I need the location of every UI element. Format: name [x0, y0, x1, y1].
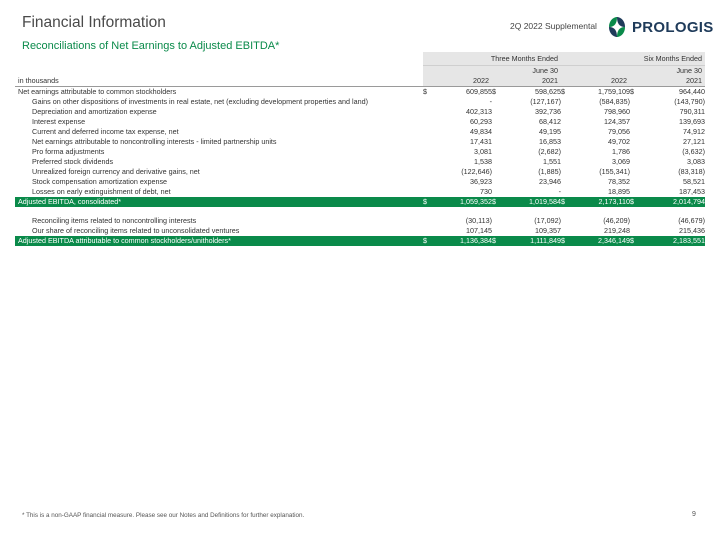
row-label: Interest expense	[32, 117, 86, 126]
value-cell: 187,453	[679, 187, 706, 196]
table-row	[15, 187, 705, 197]
dollar-sign: $	[630, 236, 644, 246]
value-cell: 68,412	[539, 117, 561, 126]
dollar-sign	[492, 216, 506, 226]
dollar-sign	[423, 177, 437, 187]
value-cell: 1,111,849	[506, 236, 561, 246]
header-row-periods	[15, 52, 705, 66]
value-cell: (127,167)	[530, 97, 561, 106]
dollar-sign	[492, 157, 506, 167]
value-cell: (30,113)	[465, 216, 492, 225]
dollar-sign	[630, 226, 644, 236]
page-subtitle: Reconciliations of Net Earnings to Adjusted EBITDA*	[22, 40, 280, 52]
value-cell: 1,059,352	[437, 197, 492, 207]
value-cell: 798,960	[604, 107, 630, 116]
row-label: Depreciation and amortization expense	[32, 107, 157, 116]
row-label: Current and deferred income tax expense, net	[32, 127, 179, 136]
value-cell: 18,895	[608, 187, 630, 196]
table-row	[15, 107, 705, 117]
value-cell: (2,682)	[538, 147, 561, 156]
row-label: Reconciling items related to noncontrolling interests	[32, 216, 197, 225]
value-cell: 2,014,794	[644, 197, 705, 207]
dollar-sign	[561, 157, 575, 167]
dollar-sign: $	[630, 197, 644, 207]
dollar-sign	[630, 157, 644, 167]
table-row	[15, 87, 705, 98]
page-number: 9	[692, 511, 696, 518]
value-cell: 49,834	[470, 127, 492, 136]
dollar-sign	[492, 97, 506, 107]
value-cell: 2,173,110	[575, 197, 630, 207]
dollar-sign	[561, 216, 575, 226]
value-cell: 109,357	[535, 226, 561, 235]
dollar-sign	[423, 107, 437, 117]
value-cell: 215,436	[679, 226, 706, 235]
dollar-sign	[561, 97, 575, 107]
dollar-sign	[561, 147, 575, 157]
dollar-sign: $	[492, 87, 496, 96]
supplemental-label: 2Q 2022 Supplemental	[510, 21, 597, 31]
value-cell: 598,625	[535, 87, 561, 96]
dollar-sign: $	[423, 87, 427, 96]
value-cell: (1,885)	[538, 167, 561, 176]
value-cell: 36,923	[470, 177, 492, 186]
dollar-sign: $	[423, 236, 437, 246]
value-cell: 78,352	[608, 177, 630, 186]
row-label: Gains on other dispositions of investments in real estate, net (excluding development properties and land)	[32, 97, 369, 106]
table-row	[15, 97, 705, 107]
adjusted-ebitda-consolidated-row	[15, 197, 705, 207]
prologis-logo	[606, 14, 714, 40]
logo-text: PROLOGIS	[632, 18, 714, 36]
value-cell: 1,019,584	[506, 197, 561, 207]
value-cell: (46,679)	[678, 216, 706, 225]
row-label: Unrealized foreign currency and derivative gains, net	[32, 167, 200, 176]
dollar-sign	[630, 107, 644, 117]
table-row	[15, 157, 705, 167]
value-cell: 2,346,149	[575, 236, 630, 246]
dollar-sign	[492, 226, 506, 236]
row-label: Net earnings attributable to noncontrolling interests - limited partnership units	[32, 137, 277, 146]
table-row	[15, 137, 705, 147]
value-cell: 58,521	[683, 177, 706, 186]
table-row	[15, 127, 705, 137]
header-row-years	[15, 76, 705, 87]
row-label: Adjusted EBITDA attributable to common stockholders/unitholders*	[15, 236, 423, 246]
dollar-sign	[423, 127, 437, 137]
value-cell: 790,311	[679, 107, 706, 116]
dollar-sign	[630, 127, 644, 137]
value-cell: 2,183,551	[644, 236, 705, 246]
value-cell: 219,248	[604, 226, 630, 235]
row-label: Adjusted EBITDA, consolidated*	[15, 197, 423, 207]
six-months-date: June 30	[561, 66, 705, 77]
table-row	[15, 216, 705, 226]
value-cell: (155,341)	[599, 167, 630, 176]
dollar-sign	[561, 117, 575, 127]
value-cell: 49,702	[608, 137, 630, 146]
value-cell: 1,786	[612, 147, 630, 156]
table-row	[15, 226, 705, 236]
dollar-sign	[423, 187, 437, 197]
dollar-sign	[630, 187, 644, 197]
value-cell: 3,069	[612, 157, 630, 166]
value-cell: -	[489, 97, 492, 106]
year-header: 2022	[561, 76, 630, 87]
dollar-sign: $	[561, 87, 565, 96]
value-cell: 1,759,109	[598, 87, 630, 96]
dollar-sign	[561, 137, 575, 147]
dollar-sign	[492, 107, 506, 117]
value-cell: 1,538	[474, 157, 492, 166]
dollar-sign	[561, 107, 575, 117]
dollar-sign	[492, 187, 506, 197]
value-cell: 139,693	[679, 117, 706, 126]
value-cell: 609,855	[466, 87, 492, 96]
units-label: in thousands	[15, 76, 423, 87]
dollar-sign: $	[492, 197, 506, 207]
value-cell: (143,790)	[674, 97, 706, 106]
row-label: Our share of reconciling items related to unconsolidated ventures	[32, 226, 240, 235]
three-months-header: Three Months Ended	[423, 52, 561, 66]
dollar-sign	[630, 147, 644, 157]
table-row	[15, 117, 705, 127]
value-cell: 3,083	[687, 157, 706, 166]
dollar-sign	[561, 167, 575, 177]
row-label: Pro forma adjustments	[32, 147, 105, 156]
dollar-sign	[423, 216, 437, 226]
row-label: Net earnings attributable to common stockholders	[18, 87, 177, 96]
value-cell: 392,736	[535, 107, 561, 116]
dollar-sign	[492, 177, 506, 187]
dollar-sign	[423, 147, 437, 157]
adjusted-ebitda-attributable-row	[15, 236, 705, 246]
table-row	[15, 177, 705, 187]
value-cell: 107,145	[466, 226, 492, 235]
year-header: 2021	[630, 76, 705, 87]
dollar-sign	[423, 226, 437, 236]
dollar-sign	[492, 137, 506, 147]
dollar-sign	[492, 127, 506, 137]
dollar-sign	[492, 117, 506, 127]
dollar-sign: $	[561, 236, 575, 246]
dollar-sign	[423, 157, 437, 167]
dollar-sign	[630, 137, 644, 147]
dollar-sign	[630, 216, 644, 226]
dollar-sign: $	[630, 87, 634, 96]
dollar-sign: $	[423, 197, 437, 207]
value-cell: 60,293	[470, 117, 492, 126]
prologis-leaf-icon	[606, 15, 628, 39]
dollar-sign	[630, 167, 644, 177]
six-months-header: Six Months Ended	[561, 52, 705, 66]
value-cell: (584,835)	[599, 97, 630, 106]
dollar-sign	[561, 177, 575, 187]
reconciliation-table	[15, 52, 705, 246]
value-cell: (122,646)	[461, 167, 492, 176]
year-header: 2022	[423, 76, 492, 87]
value-cell: 49,195	[539, 127, 561, 136]
dollar-sign	[630, 97, 644, 107]
value-cell: 27,121	[683, 137, 706, 146]
dollar-sign	[492, 167, 506, 177]
dollar-sign	[561, 127, 575, 137]
row-label: Stock compensation amortization expense	[32, 177, 168, 186]
dollar-sign	[423, 97, 437, 107]
dollar-sign: $	[561, 197, 575, 207]
dollar-sign	[423, 137, 437, 147]
value-cell: 3,081	[474, 147, 492, 156]
value-cell: (3,632)	[682, 147, 706, 156]
value-cell: 1,136,384	[437, 236, 492, 246]
value-cell: 16,853	[539, 137, 561, 146]
value-cell: 124,357	[604, 117, 630, 126]
dollar-sign	[423, 117, 437, 127]
table-row	[15, 147, 705, 157]
table-row	[15, 167, 705, 177]
value-cell: 730	[480, 187, 492, 196]
value-cell: 17,431	[470, 137, 492, 146]
value-cell: 74,912	[683, 127, 706, 136]
spacer-row	[15, 207, 705, 216]
value-cell: (83,318)	[678, 167, 706, 176]
dollar-sign	[423, 167, 437, 177]
dollar-sign	[630, 177, 644, 187]
row-label: Losses on early extinguishment of debt, net	[32, 187, 171, 196]
dollar-sign	[630, 117, 644, 127]
dollar-sign: $	[492, 236, 506, 246]
dollar-sign	[561, 226, 575, 236]
value-cell: (46,209)	[603, 216, 630, 225]
dollar-sign	[492, 147, 506, 157]
value-cell: -	[558, 187, 561, 196]
year-header: 2021	[492, 76, 561, 87]
value-cell: 23,946	[539, 177, 561, 186]
page-title: Financial Information	[22, 14, 166, 31]
footnote: * This is a non-GAAP financial measure. Please see our Notes and Definitions for further explanation.	[22, 512, 305, 519]
three-months-date: June 30	[423, 66, 561, 77]
value-cell: 402,313	[466, 107, 492, 116]
value-cell: 964,440	[679, 87, 706, 96]
dollar-sign	[561, 187, 575, 197]
value-cell: 79,056	[608, 127, 630, 136]
row-label: Preferred stock dividends	[32, 157, 114, 166]
header-row-dates	[15, 66, 705, 77]
value-cell: (17,092)	[534, 216, 561, 225]
value-cell: 1,551	[543, 157, 561, 166]
